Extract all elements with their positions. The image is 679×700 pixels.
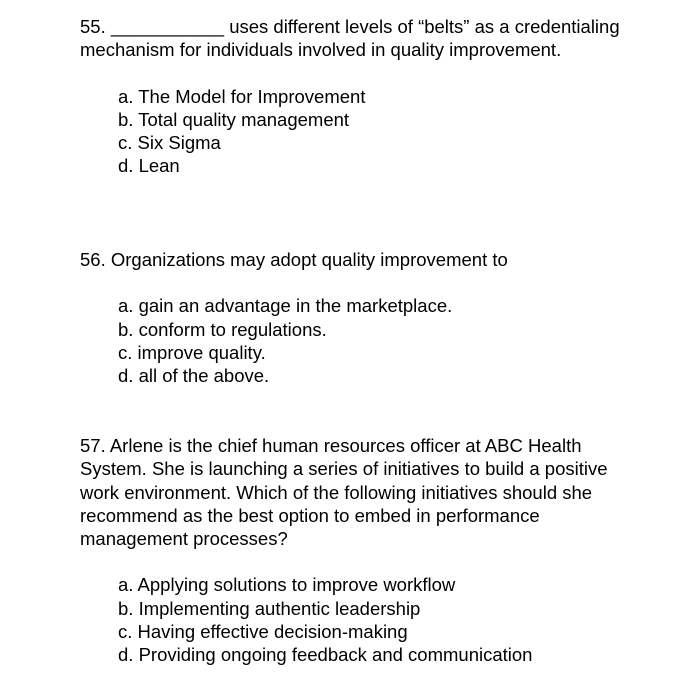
- question-text: uses different levels of “belts” as a credentialing mechanism for individuals involved in quality improvement.: [80, 16, 620, 61]
- answer-option: d. Lean: [118, 155, 180, 177]
- answer-options: [80, 294, 640, 387]
- answer-option: a. Applying solutions to improve workflow: [118, 574, 456, 596]
- answer-options: [80, 573, 640, 666]
- question-55: [80, 15, 640, 178]
- answer-option: c. Having effective decision-making: [118, 621, 408, 643]
- answer-option: a. gain an advantage in the marketplace.: [118, 295, 453, 317]
- question-56: [80, 248, 640, 387]
- answer-option: c. Six Sigma: [118, 132, 221, 154]
- question-stem: [80, 15, 640, 62]
- answer-options: [80, 85, 640, 178]
- answer-option: a. The Model for Improvement: [118, 85, 366, 107]
- question-number: 57.: [80, 435, 106, 456]
- question-stem: [80, 434, 640, 550]
- question-57: [80, 434, 640, 667]
- answer-option: b. Implementing authentic leadership: [118, 597, 421, 619]
- answer-option: d. Providing ongoing feedback and communication: [118, 644, 533, 666]
- answer-option: c. improve quality.: [118, 341, 266, 363]
- question-text: Arlene is the chief human resources officer at ABC Health System. She is launching a series of initiatives to build a positive work environment. Which of the following initiatives should she recommend as the best option to embed in performance management processes?: [80, 435, 608, 550]
- answer-option: b. conform to regulations.: [118, 318, 327, 340]
- answer-option: b. Total quality management: [118, 108, 350, 130]
- question-stem: [80, 248, 640, 271]
- question-number: 56.: [80, 249, 106, 270]
- question-number: 55.: [80, 16, 106, 37]
- answer-option: d. all of the above.: [118, 365, 270, 387]
- question-text: Organizations may adopt quality improvement to: [110, 249, 508, 270]
- fill-in-blank: ___________: [110, 16, 225, 37]
